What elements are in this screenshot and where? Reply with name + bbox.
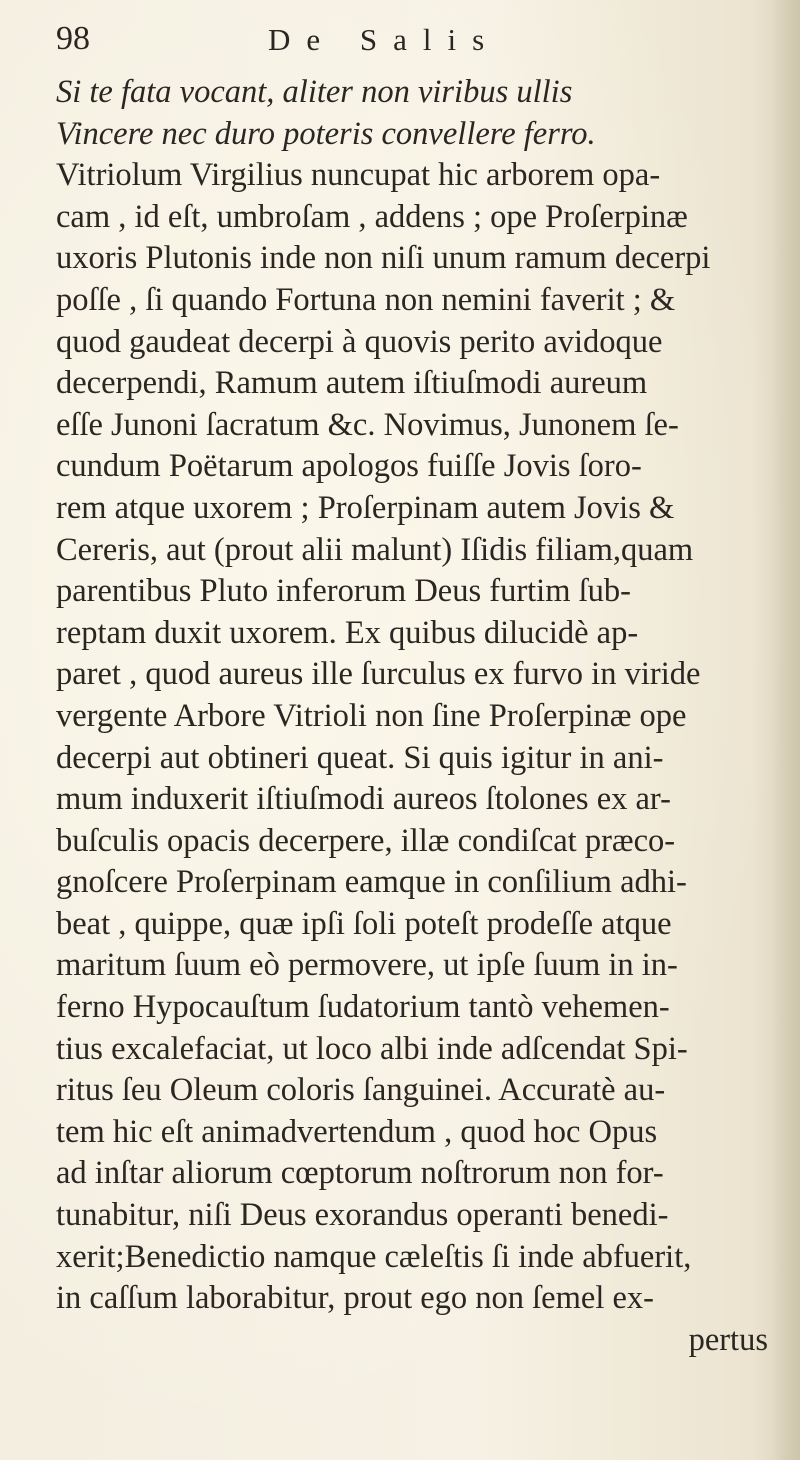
text-line: Si te fata vocant, aliter non viribus ullis: [56, 74, 573, 110]
text-line: decerpi aut obtineri queat. Si quis igitur in ani-: [56, 739, 664, 776]
text-line: in caſſum laborabitur, prout ego non ſemel ex-: [56, 1280, 654, 1317]
text-line: uxoris Plutonis inde non niſi unum ramum decerpi: [56, 240, 711, 277]
page-header: [56, 18, 744, 68]
text-line: xerit;Benedictio namque cæleſtis ſi inde abfuerit,: [56, 1238, 692, 1275]
text-line: ferno Hypocauſtum ſudatorium tantò vehemen-: [56, 989, 670, 1026]
text-line: vergente Arbore Vitrioli non ſine Proſerpinæ ope: [56, 697, 687, 734]
text-line: Vincere nec duro poteris convellere ferro.: [56, 115, 596, 152]
text-line: cam , id eſt, umbroſam , addens ; ope Proſerpinæ: [56, 198, 688, 235]
text-line: gnoſcere Proſerpinam eamque in conſilium adhi-: [56, 864, 687, 901]
text-line: decerpendi, Ramum autem iſtiuſmodi aureum: [56, 365, 648, 402]
text-line: paret , quod aureus ille ſurculus ex furvo in viride: [56, 656, 701, 693]
text-line: Cereris, aut (prout alii malunt) Iſidis filiam,quam: [56, 531, 694, 568]
text-line: eſſe Junoni ſacratum &c. Novimus, Junonem ſe-: [56, 406, 679, 443]
text-line: tunabitur, niſi Deus exorandus operanti benedi-: [56, 1197, 669, 1234]
text-line: rem atque uxorem ; Proſerpinam autem Jovis &: [56, 489, 675, 526]
text-line: tius excalefaciat, ut loco albi inde adſcendat Spi-: [56, 1030, 688, 1067]
text-line: ritus ſeu Oleum coloris ſanguinei. Accuratè au-: [56, 1072, 666, 1109]
text-line: pertus: [688, 1321, 768, 1358]
text-line: cundum Poëtarum apologos fuiſſe Jovis ſoro-: [56, 448, 642, 485]
text-line: reptam duxit uxorem. Ex quibus dilucidè ap-: [56, 614, 639, 651]
text-line: parentibus Pluto inferorum Deus furtim ſub-: [56, 573, 631, 610]
text-line: beat , quippe, quæ ipſi ſoli poteſt prodeſſe atque: [56, 905, 672, 942]
text-line: mum induxerit iſtiuſmodi aureos ſtolones ex ar-: [56, 781, 671, 818]
text-line: Vitriolum Virgilius nuncupat hic arborem opa-: [56, 157, 661, 194]
running-title: De Salis: [268, 22, 501, 57]
text-line: maritum ſuum eò permovere, ut ipſe ſuum in in-: [56, 947, 678, 984]
text-line: tem hic eſt animadvertendum , quod hoc Opus: [56, 1113, 658, 1150]
text-line: poſſe , ſi quando Fortuna non nemini faverit ; &: [56, 281, 676, 318]
text-line: ad inſtar aliorum cœptorum noſtrorum non for-: [56, 1155, 664, 1192]
page-number: 98: [56, 20, 90, 57]
text-line: quod gaudeat decerpi à quovis perito avidoque: [56, 323, 663, 360]
body-text: [56, 72, 786, 1361]
text-line: buſculis opacis decerpere, illæ condiſcat præco-: [56, 822, 676, 859]
